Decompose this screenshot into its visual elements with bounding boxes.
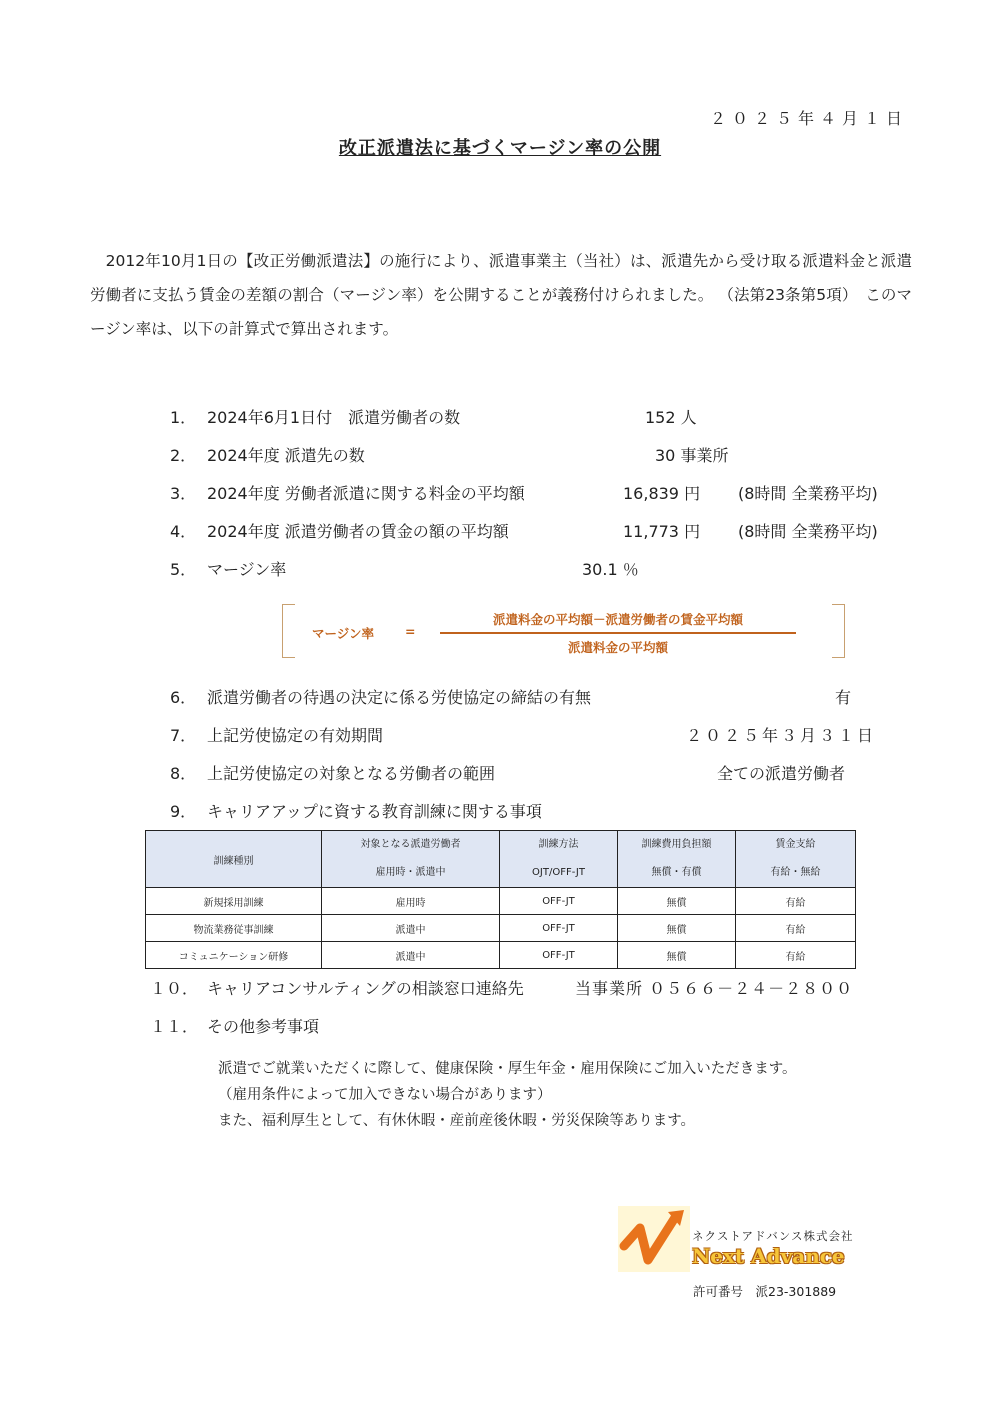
item-number: 1． [170,408,197,427]
page-title: 改正派遣法に基づくマージン率の公開 [338,138,662,159]
item-note: (8時間 全業務平均) [738,522,878,541]
item-7 [0,723,1000,749]
item-3 [0,481,1000,507]
item-value: 30.1 ％ [582,560,639,579]
header-sub: 有給・無給 [770,867,821,878]
item-number: １１． [150,1017,199,1036]
misc-line: （雇用条件によって加入できない場合があります） [218,1087,552,1103]
item-number: 7． [170,726,197,745]
training-table [145,830,856,969]
header-main: 対象となる派遣労働者 [360,839,461,850]
item-label: 2024年6月1日付 派遣労働者の数 [207,408,461,427]
header-sub: 雇用時・派遣中 [375,867,446,878]
table-cell: OFF-JT [500,915,618,942]
misc-line: また、福利厚生として、有休休暇・産前産後休暇・労災保険等あります。 [218,1113,696,1129]
table-cell: 有給 [736,915,856,942]
item-4 [0,519,1000,545]
formula-equals: = [405,624,416,639]
item-value: 30 事業所 [655,446,729,465]
formula-numerator: 派遣料金の平均額－派遣労働者の賃金平均額 [492,612,743,627]
item-11 [0,1014,1000,1040]
header-cell [500,831,618,888]
item-value: ２０２５年３月３１日 [686,726,877,745]
table-header-row [146,831,856,888]
header-sub: 無償・有償 [651,867,702,878]
table-cell: 無償 [618,942,736,969]
table-cell: 無償 [618,915,736,942]
item-label: 2024年度 派遣労働者の賃金の額の平均額 [207,522,509,541]
item-9 [0,799,1000,825]
item-2 [0,443,1000,469]
item-number: 8． [170,764,197,783]
item-label: 2024年度 派遣先の数 [207,446,365,465]
header-cell [736,831,856,888]
header-main: 訓練種別 [213,855,254,867]
formula-fraction-line [440,632,796,634]
item-10 [0,976,1000,1002]
table-cell: 雇用時 [322,888,500,915]
item-label: 上記労使協定の有効期間 [207,726,384,745]
item-value: 11,773 円 [623,522,701,541]
table-cell: 派遣中 [322,915,500,942]
table-row [146,915,856,942]
permit-number: 許可番号 派23-301889 [693,1284,837,1299]
header-cell [146,831,322,888]
margin-formula [282,604,845,658]
item-number: 2． [170,446,197,465]
company-logo [618,1206,858,1272]
item-number: １０． [150,979,199,998]
item-value: 全ての派遣労働者 [717,764,846,783]
header-cell [322,831,500,888]
item-value: 16,839 円 [623,484,701,503]
item-5 [0,557,1000,583]
item-value: 有 [835,688,852,707]
item-8 [0,761,1000,787]
logo-wordmark: Next Advance [692,1244,845,1268]
item-value: 当事業所 ０５６６－２４－２８００ [575,979,854,998]
table-row [146,888,856,915]
item-label: 上記労使協定の対象となる労働者の範囲 [207,764,496,783]
header-sub: OJT/OFF-JT [532,867,585,878]
intro-paragraph: 2012年10月1日の【改正労働派遣法】の施行により、派遣事業主（当社）は、派遣先から受け取る派遣料金と派遣労働者に支払う賃金の差額の割合（マージン率）を公開することが義務付けられました。 （法第23条第5項） このマージン率は、以下の計算式で算出されます。 [90,252,912,338]
item-value: 152 人 [645,408,697,427]
item-number: 4． [170,522,197,541]
header-main: 訓練方法 [538,839,579,850]
item-label: その他参考事項 [207,1017,320,1036]
item-number: 5． [170,560,197,579]
item-note: (8時間 全業務平均) [738,484,878,503]
table-cell: OFF-JT [500,888,618,915]
table-cell: 新規採用訓練 [146,888,322,915]
item-1 [0,405,1000,431]
header-cell [618,831,736,888]
company-name: ネクストアドバンス株式会社 [692,1229,854,1243]
misc-notes [218,1056,797,1134]
formula-bracket-right [832,604,845,658]
document-date: ２０２５年４月１日 [709,109,908,128]
table-cell: 有給 [736,942,856,969]
table-cell: 派遣中 [322,942,500,969]
misc-line: 派遣でご就業いただくに際して、健康保険・厚生年金・雇用保険にご加入いただきます。 [218,1061,797,1077]
item-label: 2024年度 労働者派遣に関する料金の平均額 [207,484,525,503]
header-main: 訓練費用負担額 [641,839,712,850]
item-label: マージン率 [207,560,287,579]
table-cell: 物流業務従事訓練 [146,915,322,942]
table-cell: コミュニケーション研修 [146,942,322,969]
item-number: 3． [170,484,197,503]
header-main: 賃金支給 [775,839,816,850]
formula-label: マージン率 [312,626,374,641]
item-label: キャリアアップに資する教育訓練に関する事項 [207,802,542,821]
logo-mark-icon [618,1206,690,1272]
item-number: 9． [170,802,197,821]
table-cell: 無償 [618,888,736,915]
table-row [146,942,856,969]
formula-bracket-left [282,604,295,658]
table-cell: OFF-JT [500,942,618,969]
table-cell: 有給 [736,888,856,915]
item-label: 派遣労働者の待遇の決定に係る労使協定の締結の有無 [207,688,592,707]
item-6 [0,685,1000,711]
formula-denominator: 派遣料金の平均額 [567,640,668,655]
item-label: キャリアコンサルティングの相談窓口連絡先 [207,979,524,998]
item-number: 6． [170,688,197,707]
